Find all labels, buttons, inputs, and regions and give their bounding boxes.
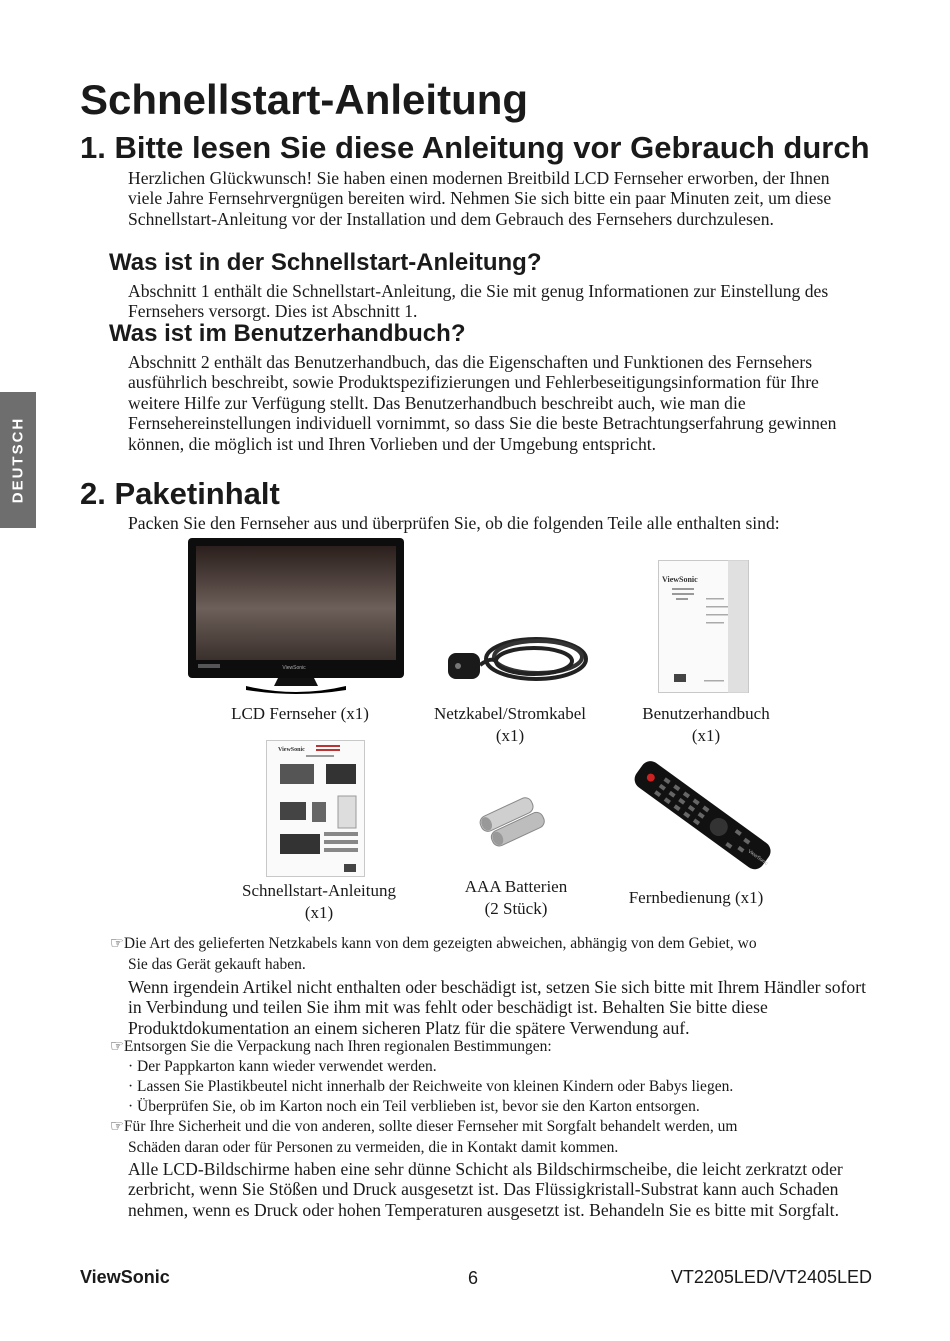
pointing-hand-icon: ☞ (110, 935, 124, 952)
manual-brand-text: ViewSonic (662, 575, 698, 584)
safety-paragraph: Alle LCD-Bildschirme haben eine sehr dünne Schicht als Bildschirmscheibe, die leicht zerkratzt oder zerbricht, wenn Sie Stößen und Druck ausgesetzt ist. Das Flüssigkristall-Substrat kann auch Schaden nehmen, wenn es Druck oder hohen Temperaturen ausgesetzt ist. Behandeln Sie es bitte mit Sorgfalt. (128, 1159, 843, 1220)
disposal-bullet: · Lassen Sie Plastikbeutel nicht innerhalb der Reichweite von kleinen Kindern oder Babys liegen. (128, 1078, 734, 1095)
subsection2-heading: Was ist im Benutzerhandbuch? (109, 320, 466, 347)
pointing-hand-icon: ☞ (110, 1118, 124, 1135)
page-number: 6 (468, 1268, 479, 1288)
subsection1-heading: Was ist in der Schnellstart-Anleitung? (109, 249, 542, 276)
language-tab (0, 392, 36, 528)
tv-brand-text: ViewSonic (282, 665, 306, 671)
section2-intro: Packen Sie den Fernseher aus und überprüfen Sie, ob die folgenden Teile alle enthalten sind: (128, 513, 780, 533)
item-caption-guide: Schnellstart-Anleitung (x1) (242, 881, 396, 922)
pointing-hand-icon: ☞ (110, 1038, 124, 1055)
tv-image (186, 538, 406, 703)
note-power-cable: ☞Die Art des gelieferten Netzkabels kann von dem gezeigten abweichen, abhängig von dem Gebiet, wo Sie das Gerät gekauft haben. (110, 935, 757, 973)
power-cable-image (446, 625, 596, 700)
footer-model: VT2205LED/VT2405LED (670, 1267, 872, 1287)
footer-brand: ViewSonic (80, 1267, 170, 1287)
section1-intro: Herzlichen Glückwunsch! Sie haben einen modernen Breitbild LCD Fernseher erworben, der Ihnen viele Jahre Fernsehrvergnügen bereiten wird. Nehmen Sie sich bitte ein paar Minuten zeit, um diese Schnellstart-Anleitung vor der Installation und dem Gebrauch des Fernsehers durchzulesen. (128, 168, 832, 229)
item-caption-cable: Netzkabel/Stromkabel (x1) (433, 704, 586, 745)
remote-control-image (628, 752, 776, 885)
subsection2-text: Abschnitt 2 enthält das Benutzerhandbuch, das die Eigenschaften und Funktionen des Fernsehers ausführlich beschreibt, sowie Produktspezifizierungen und Fehlerbeseitigungsinformation für Ihre weitere Hilfe zur Verfügung stellt. Das Benutzerhandbuch beschreibt auch, wie man die Fernsehereinstellungen individuell vornimmt, so dass Sie die beste Betrachtungserfahrung gewinnen können, die möglich ist und Ihren Vorlieben und der Umgebung entspricht. (128, 352, 837, 454)
subsection1-text: Abschnitt 1 enthält die Schnellstart-Anleitung, die Sie mit genug Informationen zur Einstellung des Fernsehers versorgt. Dies ist Abschnitt 1. (128, 281, 829, 322)
missing-items-paragraph: Wenn irgendein Artikel nicht enthalten oder beschädigt ist, setzen Sie sich bitte mit Ihrem Händler sofort in Verbindung und teilen Sie ihm mit was fehlt oder beschädigt ist. Behalten Sie bitte diese Produktdokumentation an einem sicheren Platz für die spätere Verwendung auf. (128, 977, 866, 1038)
disposal-bullet: · Überprüfen Sie, ob im Karton noch ein Teil verblieben ist, bevor sie den Karton entsorgen. (128, 1098, 700, 1115)
user-manual-image (658, 560, 750, 699)
note-disposal: ☞Entsorgen Sie die Verpackung nach Ihren regionalen Bestimmungen: (110, 1038, 552, 1055)
item-caption-batteries: AAA Batterien (2 Stück) (464, 877, 568, 918)
disposal-bullet: · Der Pappkarton kann wieder verwendet werden. (128, 1058, 437, 1075)
batteries-image (478, 794, 550, 853)
page-title: Schnellstart-Anleitung (80, 76, 529, 123)
item-caption-manual: Benutzerhandbuch (x1) (642, 704, 770, 745)
note-safety: ☞Für Ihre Sicherheit und die von anderen, sollte dieser Fernseher mit Sorgfalt behandelt werden, um Schäden daran oder für Personen zu vermeiden, die in Kontakt damit kommen. (110, 1118, 738, 1156)
item-caption-tv: LCD Fernseher (x1) (231, 704, 369, 723)
section2-heading: 2. Paketinhalt (80, 476, 280, 511)
quick-start-guide-image (266, 740, 366, 883)
language-tab-label: DEUTSCH (9, 416, 27, 504)
guide-brand-text: ViewSonic (278, 747, 305, 753)
remote-brand-text: ViewSonic (746, 848, 769, 868)
item-caption-remote: Fernbedienung (x1) (628, 888, 764, 907)
section1-heading: 1. Bitte lesen Sie diese Anleitung vor Gebrauch durch (80, 130, 870, 165)
